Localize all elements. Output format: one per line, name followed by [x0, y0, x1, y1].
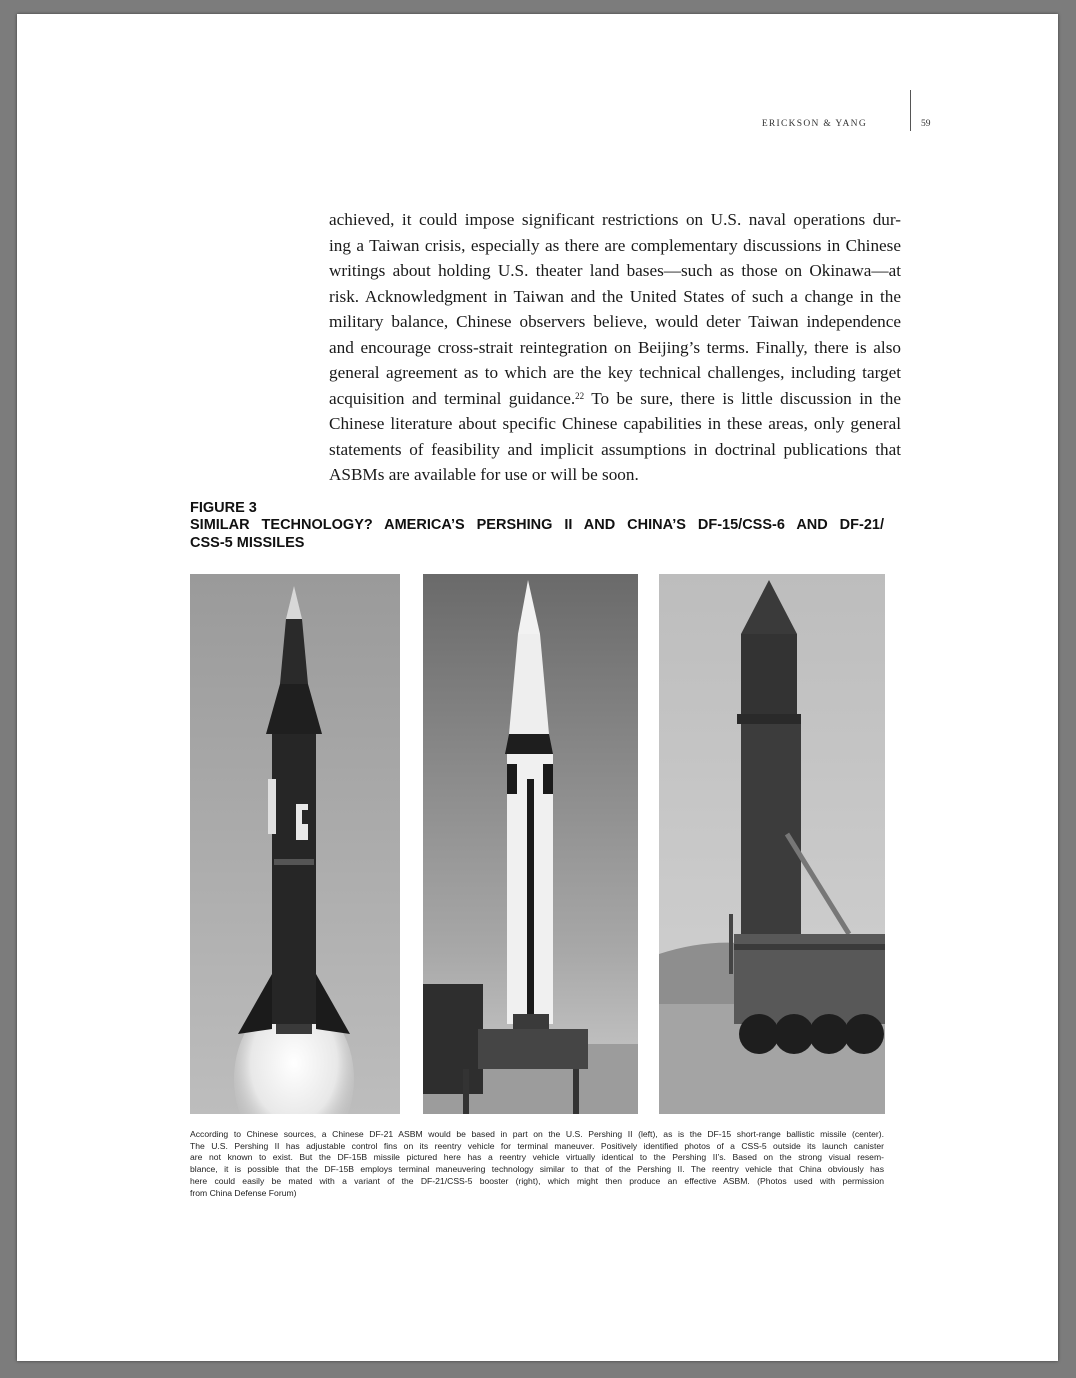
df-15-photo	[423, 574, 638, 1114]
figure-caption	[190, 1129, 884, 1199]
body-line: achieved, it could impose significant restrictions on U.S. naval operations dur-	[329, 210, 901, 229]
body-line: ASBMs are available for use or will be soon.	[329, 465, 639, 484]
body-line: ing a Taiwan crisis, especially as there are complementary discussions in Chinese	[329, 235, 901, 255]
body-line: risk. Acknowledgment in Taiwan and the United States of such a change in the	[329, 286, 901, 306]
caption-line: The U.S. Pershing II has adjustable control fins on its reentry vehicle for terminal maneuver. Positively identified photos of a CSS-5 outside its launch canister	[190, 1140, 884, 1151]
body-paragraph	[329, 207, 901, 488]
caption-line: here could easily be mated with a variant of the DF-21/CSS-5 booster (right), which might then produce an effective ASBM. (Photos used with permission	[190, 1175, 884, 1186]
caption-line: blance, it is possible that the DF-15B employs terminal maneuvering technology similar to that of the Pershing II. The reentry vehicle that China obviously has	[190, 1164, 884, 1175]
caption-line: According to Chinese sources, a Chinese DF-21 ASBM would be based in part on the U.S. Pershing II (left), as is the DF-15 short-range ballistic missile (center).	[190, 1129, 884, 1139]
pershing-ii-photo	[190, 574, 400, 1114]
figure-title-line: SIMILAR TECHNOLOGY? AMERICA’S PERSHING II AND CHINA’S DF-15/CSS-6 AND DF-21/	[190, 517, 884, 533]
figure-title	[190, 517, 884, 552]
body-line-with-footnote	[329, 386, 901, 412]
body-text-fragment: To be sure, there is little discussion in the	[584, 388, 901, 408]
figure-title-line: CSS-5 MISSILES	[190, 534, 305, 551]
body-text-fragment: acquisition and terminal guidance.	[329, 388, 576, 408]
header-divider	[910, 90, 911, 131]
body-line: general agreement as to which are the key technical challenges, including target	[329, 363, 901, 382]
body-line: statements of feasibility and implicit assumptions in doctrinal publications that	[329, 439, 901, 459]
footnote-reference[interactable]: 22	[575, 390, 585, 401]
caption-line: from China Defense Forum)	[190, 1187, 297, 1198]
body-line: military balance, Chinese observers believe, would deter Taiwan independence	[329, 312, 901, 331]
df-21-photo	[659, 574, 885, 1114]
body-line: Chinese literature about specific Chinese capabilities in these areas, only general	[329, 414, 901, 433]
body-line: and encourage cross-strait reintegration on Beijing’s terms. Finally, there is also	[329, 337, 901, 357]
body-line: writings about holding U.S. theater land bases—such as those on Okinawa—at	[329, 261, 901, 280]
caption-line: are not known to exist. But the DF-15B missile pictured here has a reentry vehicle virtually identical to the Pershing II’s. Based on the strong visual resem-	[190, 1152, 884, 1163]
page-number: 59	[921, 119, 931, 129]
running-head: ERICKSON & YANG	[761, 119, 867, 129]
figure-label: FIGURE 3	[190, 500, 257, 516]
